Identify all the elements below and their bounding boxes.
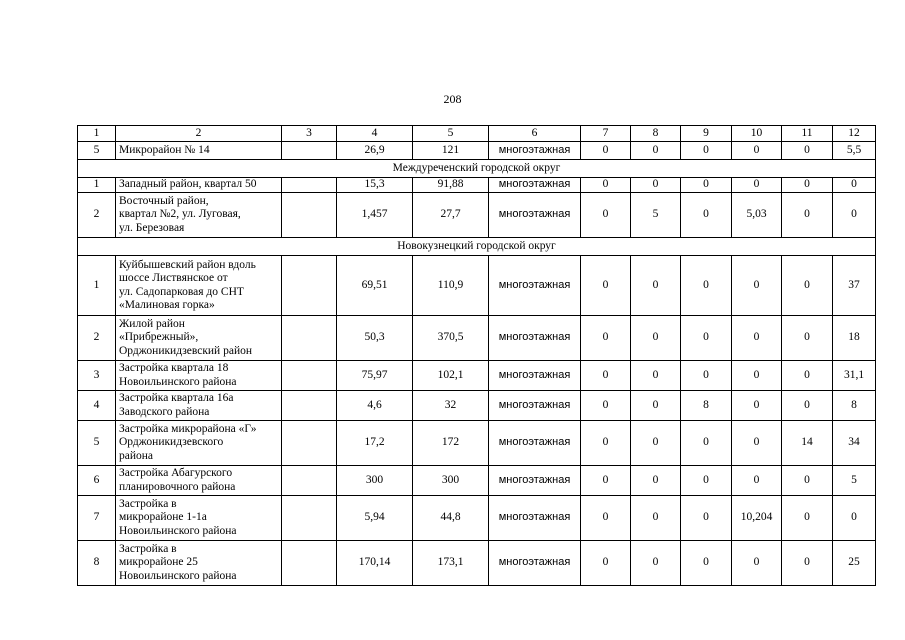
cell-col-7: 0	[581, 421, 631, 466]
cell-col-12: 25	[833, 541, 876, 586]
cell-col-1: 1	[78, 256, 116, 316]
cell-col-10: 0	[732, 256, 782, 316]
cell-col-3	[282, 256, 337, 316]
cell-col-11: 14	[782, 421, 833, 466]
header-cell-12: 12	[833, 126, 876, 142]
cell-col-3	[282, 193, 337, 238]
cell-col-10: 0	[732, 391, 782, 421]
table-row	[78, 178, 876, 193]
cell-col-2: Западный район, квартал 50	[116, 178, 282, 193]
cell-col-2: Восточный район, квартал №2, ул. Луговая, ул. Березовая	[116, 193, 282, 238]
cell-col-7: 0	[581, 496, 631, 541]
cell-col-8: 0	[631, 361, 681, 391]
cell-col-12: 0	[833, 178, 876, 193]
data-table	[77, 125, 876, 586]
cell-col-4: 300	[337, 466, 413, 496]
table-row	[78, 466, 876, 496]
section-header-row	[78, 160, 876, 178]
cell-col-12: 8	[833, 391, 876, 421]
cell-col-4: 50,3	[337, 316, 413, 361]
cell-col-6: многоэтажная	[489, 316, 581, 361]
cell-col-1: 8	[78, 541, 116, 586]
cell-col-6: многоэтажная	[489, 361, 581, 391]
header-cell-8: 8	[631, 126, 681, 142]
cell-col-9: 0	[681, 316, 732, 361]
cell-col-6: многоэтажная	[489, 142, 581, 160]
cell-col-1: 5	[78, 421, 116, 466]
cell-col-5: 172	[413, 421, 489, 466]
cell-col-3	[282, 361, 337, 391]
cell-col-10: 0	[732, 541, 782, 586]
cell-col-4: 75,97	[337, 361, 413, 391]
cell-col-7: 0	[581, 361, 631, 391]
table-row	[78, 361, 876, 391]
cell-col-7: 0	[581, 178, 631, 193]
cell-col-5: 173,1	[413, 541, 489, 586]
cell-col-2: Застройка в микрорайоне 1-1а Новоильинского района	[116, 496, 282, 541]
header-cell-4: 4	[337, 126, 413, 142]
cell-col-8: 0	[631, 142, 681, 160]
cell-col-2: Застройка квартала 16а Заводского района	[116, 391, 282, 421]
cell-col-4: 17,2	[337, 421, 413, 466]
cell-col-8: 0	[631, 541, 681, 586]
cell-col-1: 2	[78, 316, 116, 361]
cell-col-8: 0	[631, 496, 681, 541]
cell-col-9: 0	[681, 541, 732, 586]
table-row	[78, 541, 876, 586]
cell-col-11: 0	[782, 193, 833, 238]
cell-col-10: 10,204	[732, 496, 782, 541]
cell-col-12: 5	[833, 466, 876, 496]
header-cell-10: 10	[732, 126, 782, 142]
cell-col-9: 0	[681, 193, 732, 238]
cell-col-9: 0	[681, 496, 732, 541]
cell-col-6: многоэтажная	[489, 466, 581, 496]
cell-col-9: 0	[681, 256, 732, 316]
cell-col-11: 0	[782, 178, 833, 193]
cell-col-1: 1	[78, 178, 116, 193]
cell-col-6: многоэтажная	[489, 256, 581, 316]
table-row	[78, 391, 876, 421]
header-cell-9: 9	[681, 126, 732, 142]
table-row	[78, 142, 876, 160]
cell-col-11: 0	[782, 541, 833, 586]
cell-col-12: 37	[833, 256, 876, 316]
cell-col-12: 5,5	[833, 142, 876, 160]
cell-col-11: 0	[782, 142, 833, 160]
cell-col-5: 300	[413, 466, 489, 496]
cell-col-11: 0	[782, 496, 833, 541]
cell-col-5: 44,8	[413, 496, 489, 541]
cell-col-9: 0	[681, 421, 732, 466]
cell-col-11: 0	[782, 391, 833, 421]
cell-col-9: 0	[681, 142, 732, 160]
cell-col-6: многоэтажная	[489, 496, 581, 541]
cell-col-3	[282, 421, 337, 466]
header-cell-6: 6	[489, 126, 581, 142]
table-row	[78, 256, 876, 316]
cell-col-8: 0	[631, 256, 681, 316]
cell-col-10: 0	[732, 178, 782, 193]
cell-col-12: 31,1	[833, 361, 876, 391]
cell-col-5: 102,1	[413, 361, 489, 391]
cell-col-5: 32	[413, 391, 489, 421]
cell-col-11: 0	[782, 466, 833, 496]
cell-col-9: 0	[681, 361, 732, 391]
cell-col-2: Микрорайон № 14	[116, 142, 282, 160]
section-title: Междуреченский городской округ	[78, 160, 876, 178]
cell-col-12: 18	[833, 316, 876, 361]
table-row	[78, 193, 876, 238]
cell-col-12: 34	[833, 421, 876, 466]
header-cell-1: 1	[78, 126, 116, 142]
cell-col-12: 0	[833, 496, 876, 541]
cell-col-11: 0	[782, 256, 833, 316]
cell-col-5: 110,9	[413, 256, 489, 316]
cell-col-11: 0	[782, 361, 833, 391]
cell-col-6: многоэтажная	[489, 391, 581, 421]
cell-col-4: 5,94	[337, 496, 413, 541]
cell-col-4: 15,3	[337, 178, 413, 193]
cell-col-5: 91,88	[413, 178, 489, 193]
cell-col-6: многоэтажная	[489, 193, 581, 238]
cell-col-5: 370,5	[413, 316, 489, 361]
cell-col-4: 1,457	[337, 193, 413, 238]
cell-col-10: 0	[732, 361, 782, 391]
cell-col-4: 26,9	[337, 142, 413, 160]
cell-col-3	[282, 466, 337, 496]
cell-col-4: 69,51	[337, 256, 413, 316]
cell-col-2: Застройка в микрорайоне 25 Новоильинского района	[116, 541, 282, 586]
cell-col-1: 3	[78, 361, 116, 391]
cell-col-4: 170,14	[337, 541, 413, 586]
cell-col-8: 5	[631, 193, 681, 238]
cell-col-6: многоэтажная	[489, 178, 581, 193]
cell-col-5: 121	[413, 142, 489, 160]
cell-col-7: 0	[581, 541, 631, 586]
header-cell-2: 2	[116, 126, 282, 142]
cell-col-9: 8	[681, 391, 732, 421]
cell-col-3	[282, 178, 337, 193]
table-row	[78, 421, 876, 466]
cell-col-8: 0	[631, 316, 681, 361]
cell-col-3	[282, 391, 337, 421]
cell-col-10: 0	[732, 421, 782, 466]
cell-col-10: 0	[732, 466, 782, 496]
header-cell-11: 11	[782, 126, 833, 142]
cell-col-8: 0	[631, 391, 681, 421]
cell-col-1: 6	[78, 466, 116, 496]
cell-col-2: Застройка Абагурского планировочного района	[116, 466, 282, 496]
cell-col-1: 7	[78, 496, 116, 541]
cell-col-12: 0	[833, 193, 876, 238]
cell-col-3	[282, 496, 337, 541]
cell-col-2: Жилой район «Прибрежный», Орджоникидзевский район	[116, 316, 282, 361]
cell-col-5: 27,7	[413, 193, 489, 238]
section-title: Новокузнецкий городской округ	[78, 238, 876, 256]
header-cell-3: 3	[282, 126, 337, 142]
cell-col-9: 0	[681, 466, 732, 496]
cell-col-11: 0	[782, 316, 833, 361]
cell-col-7: 0	[581, 256, 631, 316]
cell-col-3	[282, 316, 337, 361]
cell-col-8: 0	[631, 178, 681, 193]
cell-col-10: 0	[732, 142, 782, 160]
cell-col-9: 0	[681, 178, 732, 193]
cell-col-10: 5,03	[732, 193, 782, 238]
cell-col-2: Застройка микрорайона «Г» Орджоникидзевского района	[116, 421, 282, 466]
cell-col-1: 5	[78, 142, 116, 160]
section-header-row	[78, 238, 876, 256]
page-number: 208	[443, 92, 462, 106]
cell-col-7: 0	[581, 193, 631, 238]
cell-col-2: Куйбышевский район вдоль шоссе Листвянское от ул. Садопарковая до СНТ «Малиновая горка»	[116, 256, 282, 316]
cell-col-7: 0	[581, 466, 631, 496]
cell-col-3	[282, 142, 337, 160]
header-cell-7: 7	[581, 126, 631, 142]
cell-col-1: 2	[78, 193, 116, 238]
cell-col-3	[282, 541, 337, 586]
cell-col-7: 0	[581, 316, 631, 361]
header-row	[78, 126, 876, 142]
cell-col-8: 0	[631, 466, 681, 496]
table-row	[78, 316, 876, 361]
cell-col-7: 0	[581, 142, 631, 160]
cell-col-2: Застройка квартала 18 Новоильинского района	[116, 361, 282, 391]
cell-col-6: многоэтажная	[489, 541, 581, 586]
cell-col-8: 0	[631, 421, 681, 466]
cell-col-4: 4,6	[337, 391, 413, 421]
header-cell-5: 5	[413, 126, 489, 142]
cell-col-1: 4	[78, 391, 116, 421]
cell-col-7: 0	[581, 391, 631, 421]
table-row	[78, 496, 876, 541]
cell-col-10: 0	[732, 316, 782, 361]
cell-col-6: многоэтажная	[489, 421, 581, 466]
